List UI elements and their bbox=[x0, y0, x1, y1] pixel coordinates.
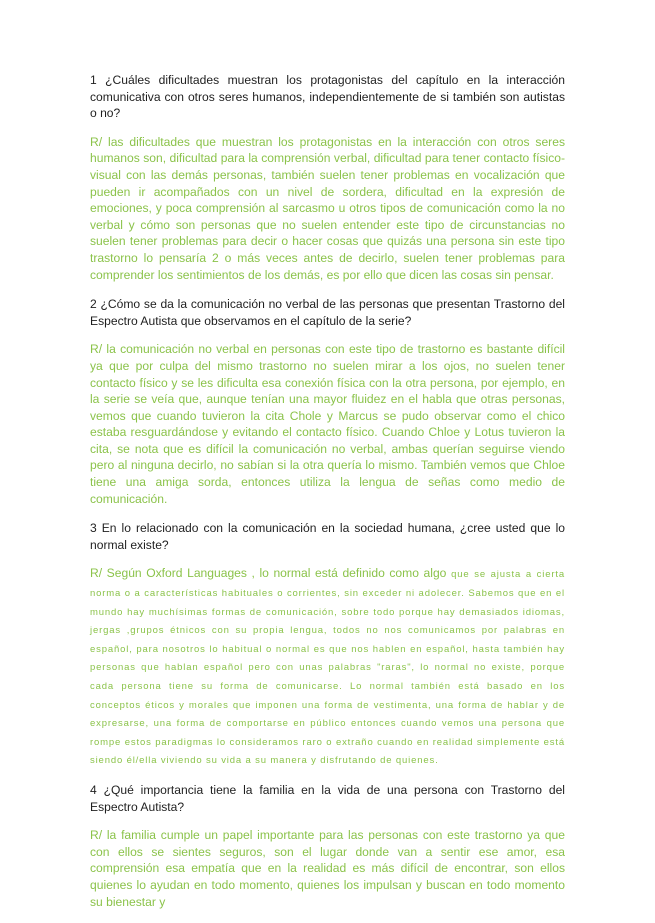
question-2: 2 ¿Cómo se da la comunicación no verbal de las personas que presentan Trastorno del Espectro Autista que observamos en el capítulo de la serie? bbox=[90, 297, 565, 328]
answer-3-rest: que se ajusta a cierta norma o a características habituales o corrientes, sin exceder ni adolecer. Sabemos que en el mundo hay muchísimas formas de comunicación, sobre todo porque hay demasiados idiomas, jergas ,grupos étnicos con su propia lengua, todos no nos comunicamos por palabras en español, para nosotros lo habitual o normal es que nos hablen en español, hasta también hay personas que hablan español pero con unas palabras "raras", lo normal no existe, porque cada persona tiene su forma de comunicarse. Lo normal también está basado en los conceptos éticos y morales que imponen una forma de vestimenta, una forma de hablar y de expresarse, una forma de comportarse en público entonces cuando vemos una persona que rompe estos paradigmas lo consideramos raro o extraño cuando en realidad simplemente está siendo él/ella viviendo su vida a su manera y disfrutando de quienes. bbox=[90, 569, 565, 767]
answer-2: R/ la comunicación no verbal en personas con este tipo de trastorno es bastante difícil ya que por culpa del mismo trastorno no suelen mirar a los ojos, no suelen tener contacto físico y se les dificulta esa conexión física con la otra persona, por ejemplo, en la serie se veía que, aunque tenían una mayor fluidez en el habla que otras personas, vemos que cuando tuvieron la cita Chole y Marcus se pudo observar como el chico estaba resguardándose y evitando el contacto físico. Cuando Chloe y Lotus tuvieron la cita, se nota que es difícil la comunicación no verbal, ambas querían seguirse viendo pero al ninguna decirlo, no sabían si la otra quería lo mismo. También vemos que Chloe tiene una amiga sorda, entonces utiliza la lengua de señas como medio de comunicación. bbox=[90, 342, 565, 506]
answer-3 bbox=[90, 565, 565, 770]
document-body bbox=[90, 72, 565, 923]
answer-3-lead: R/ Según Oxford Languages , lo normal está definido como algo bbox=[90, 566, 447, 581]
question-4: 4 ¿Qué importancia tiene la familia en la vida de una persona con Trastorno del Espectro Autista? bbox=[90, 782, 565, 814]
answer-1: R/ las dificultades que muestran los protagonistas en la interacción con otros seres humanos son, dificultad para la comprensión verbal, dificultad para tener contacto físico-visual con las demás personas, también suelen tener problemas en vocalización que pueden ir acompañados con un nivel de sordera, dificultad en la expresión de emociones, y poca comprensión al sarcasmo u otros tipos de comunicación como la no verbal y cómo son personas que no suelen entender este tipo de circunstancias no suelen tener problemas para decir o hacer cosas que quizás una persona sin este tipo trastorno lo pensaría 2 o más veces antes de decirlo, suelen tener problemas para comprender los sentimientos de los demás, es por ello que dicen las cosas sin pensar. bbox=[90, 134, 565, 282]
answer-4: R/ la familia cumple un papel importante para las personas con este trastorno ya que con ellos se sientes seguros, son el lugar donde van a sentir ese amor, esa comprensión esa empatía que en la realidad es más difícil de encontrar, son ellos quienes lo ayudan en todo momento, quienes los impulsan y buscan en todo momento su bienestar y bbox=[90, 828, 565, 909]
question-3: 3 En lo relacionado con la comunicación en la sociedad humana, ¿cree usted que lo normal existe? bbox=[90, 521, 565, 552]
question-1: 1 ¿Cuáles dificultades muestran los protagonistas del capítulo en la interacción comunicativa con otros seres humanos, independientemente de si también son autistas o no? bbox=[90, 73, 565, 121]
